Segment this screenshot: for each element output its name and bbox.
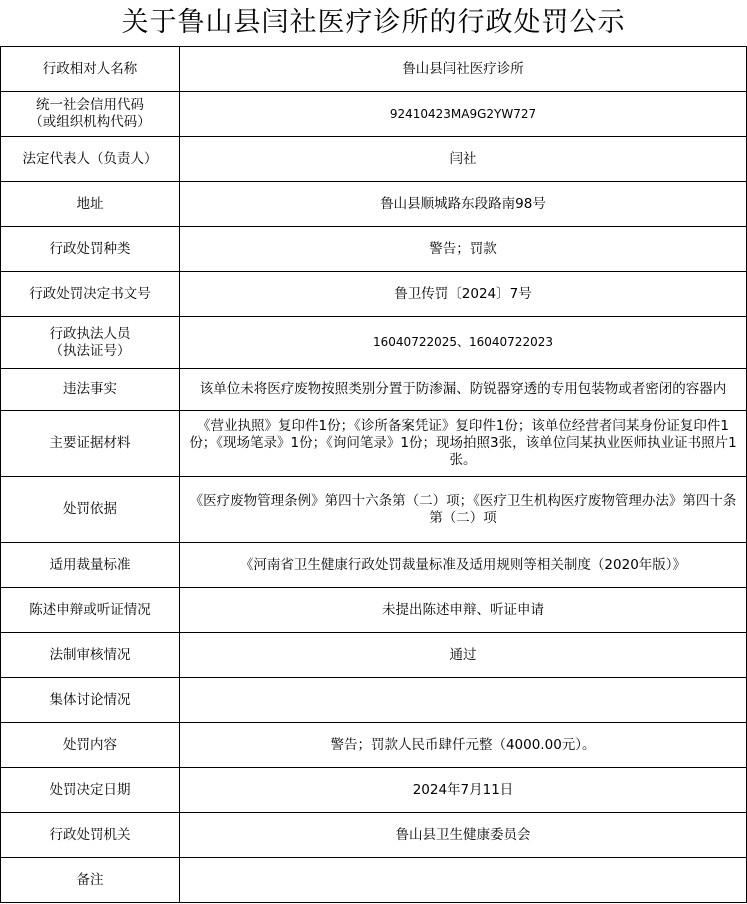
label-violation-facts: 违法事实	[1, 369, 180, 411]
value-penalty-authority: 鲁山县卫生健康委员会	[180, 813, 747, 858]
value-officers: 16040722025、16040722023	[180, 317, 747, 369]
table-row	[1, 588, 747, 633]
value-legal-rep: 闫社	[180, 137, 747, 182]
table-row	[1, 678, 747, 723]
table-row	[1, 768, 747, 813]
label-decision-number: 行政处罚决定书文号	[1, 272, 180, 317]
label-discretion-standard: 适用裁量标准	[1, 543, 180, 588]
label-remarks: 备注	[1, 858, 180, 903]
label-officers-text: 行政执法人员 （执法证号）	[49, 325, 131, 359]
label-legal-review: 法制审核情况	[1, 633, 180, 678]
table-row	[1, 317, 747, 369]
value-remarks	[180, 858, 747, 903]
value-address: 鲁山县顺城路东段路南98号	[180, 182, 747, 227]
table-row	[1, 92, 747, 137]
table-row	[1, 813, 747, 858]
table-row	[1, 411, 747, 477]
label-penalty-type: 行政处罚种类	[1, 227, 180, 272]
value-decision-number: 鲁卫传罚〔2024〕7号	[180, 272, 747, 317]
penalty-table	[0, 46, 747, 903]
table-row	[1, 137, 747, 182]
table-row	[1, 858, 747, 903]
label-evidence: 主要证据材料	[1, 411, 180, 477]
table-row	[1, 477, 747, 543]
value-defense-hearing: 未提出陈述申辩、听证申请	[180, 588, 747, 633]
value-penalty-content: 警告；罚款人民币肆仟元整（4000.00元）。	[180, 723, 747, 768]
value-discretion-standard: 《河南省卫生健康行政处罚裁量标准及适用规则等相关制度（2020年版）》	[180, 543, 747, 588]
label-decision-date: 处罚决定日期	[1, 768, 180, 813]
table-row	[1, 633, 747, 678]
value-legal-review: 通过	[180, 633, 747, 678]
label-officers	[1, 317, 180, 369]
value-evidence: 《营业执照》复印件1份；《诊所备案凭证》复印件1份；该单位经营者闫某身份证复印件1份；《现场笔录》1份；《询问笔录》1份；现场拍照3张，该单位闫某执业医师执业证书照片1张。	[180, 411, 747, 477]
label-address: 地址	[1, 182, 180, 227]
label-credit-code-text: 统一社会信用代码 （或组织机构代码）	[29, 97, 151, 130]
table-row	[1, 723, 747, 768]
table-row	[1, 543, 747, 588]
table-row	[1, 227, 747, 272]
label-collective-discussion: 集体讨论情况	[1, 678, 180, 723]
value-violation-facts: 该单位未将医疗废物按照类别分置于防渗漏、防锐器穿透的专用包装物或者密闭的容器内	[180, 369, 747, 411]
label-penalty-content: 处罚内容	[1, 723, 180, 768]
table-row	[1, 182, 747, 227]
value-penalty-type: 警告；罚款	[180, 227, 747, 272]
label-party-name: 行政相对人名称	[1, 47, 180, 92]
value-party-name: 鲁山县闫社医疗诊所	[180, 47, 747, 92]
page-title: 关于鲁山县闫社医疗诊所的行政处罚公示	[121, 7, 626, 38]
label-legal-rep: 法定代表人（负责人）	[1, 137, 180, 182]
label-credit-code	[1, 92, 180, 137]
table-row	[1, 47, 747, 92]
label-penalty-authority: 行政处罚机关	[1, 813, 180, 858]
value-credit-code: 92410423MA9G2YW727	[180, 92, 747, 137]
label-defense-hearing: 陈述申辩或听证情况	[1, 588, 180, 633]
table-row	[1, 369, 747, 411]
label-penalty-basis: 处罚依据	[1, 477, 180, 543]
value-collective-discussion	[180, 678, 747, 723]
value-penalty-basis: 《医疗废物管理条例》第四十六条第（二）项；《医疗卫生机构医疗废物管理办法》第四十条第（二）项	[180, 477, 747, 543]
value-decision-date: 2024年7月11日	[180, 768, 747, 813]
table-row	[1, 272, 747, 317]
